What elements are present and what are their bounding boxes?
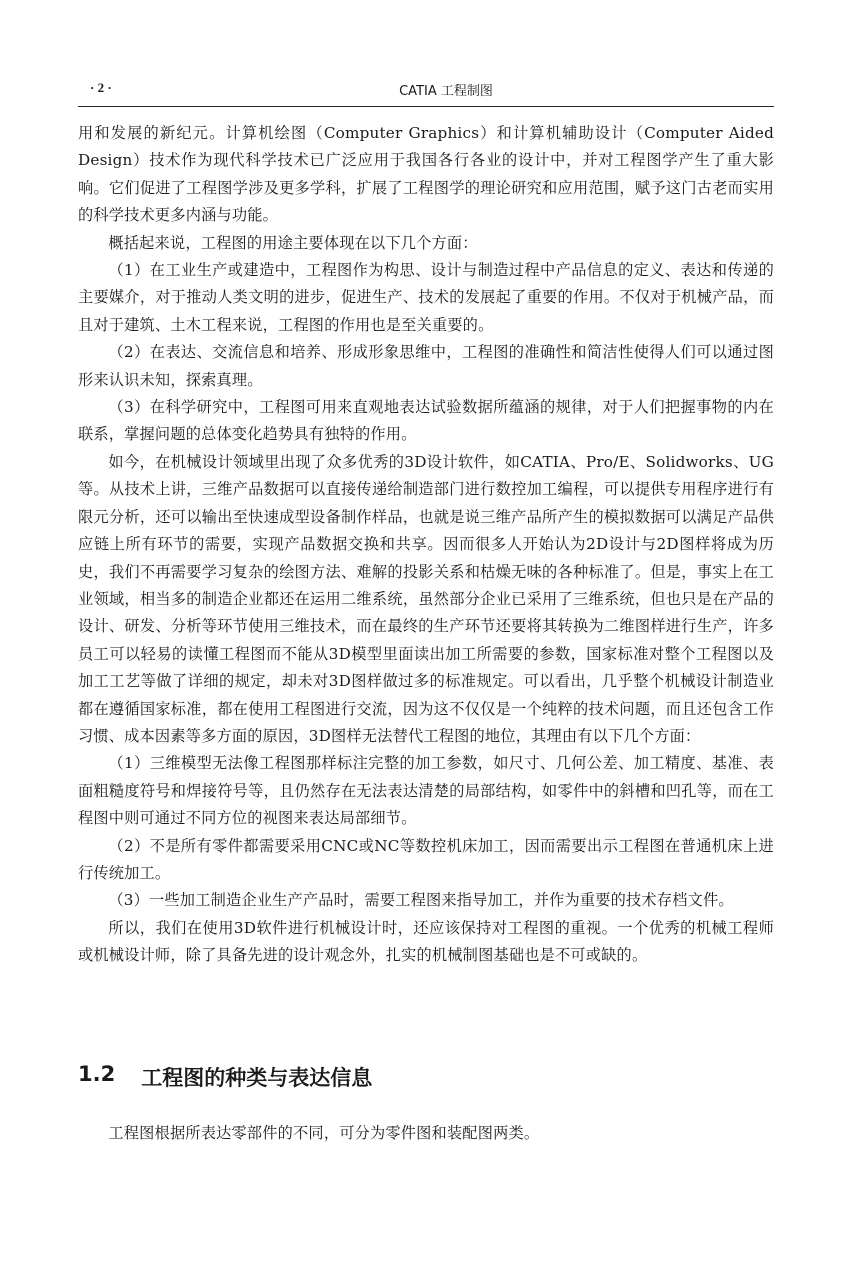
paragraph: 用和发展的新纪元。计算机绘图（Computer Graphics）和计算机辅助设计（Computer Aided Design）技术作为现代科学技术已广泛应用于我国各行各业的设计中，并对工程图学产生了重大影响。它们促进了工程图学涉及更多学科，扩展了工程图学的理论研究和应用范围，赋予这门古老而实用的科学技术更多内涵与功能。	[78, 124, 774, 225]
page-number: · 2 ·	[90, 80, 112, 95]
section-body	[78, 1120, 774, 1147]
page-header	[78, 80, 774, 107]
paragraph: 概括起来说，工程图的用途主要体现在以下几个方面：	[108, 233, 478, 252]
section-title: 工程图的种类与表达信息	[141, 1066, 373, 1090]
paragraph: （2）在表达、交流信息和培养、形成形象思维中，工程图的准确性和简洁性使得人们可以通过图形来认识未知，探索真理。	[78, 343, 774, 389]
paragraph: 如今，在机械设计领域里出现了众多优秀的3D设计软件，如CATIA、Pro/E、Solidworks、UG等。从技术上讲，三维产品数据可以直接传递给制造部门进行数控加工编程，可以提供专用程序进行有限元分析，还可以输出至快速成型设备制作样品，也就是说三维产品所产生的模拟数据可以满足产品供应链上所有环节的需要，实现产品数据交换和共享。因而很多人开始认为2D设计与2D图样将成为历史，我们不再需要学习复杂的绘图方法、难解的投影关系和枯燥无味的各种标准了。但是，事实上在工业领域，相当多的制造企业都还在运用二维系统，虽然部分企业已采用了三维系统，但也只是在产品的设计、研发、分析等环节使用三维技术，而在最终的生产环节还要将其转换为二维图样进行生产，许多员工可以轻易的读懂工程图而不能从3D模型里面读出加工所需要的参数，国家标准对整个工程图以及加工工艺等做了详细的规定，却未对3D图样做过多的标准规定。可以看出，几乎整个机械设计制造业都在遵循国家标准，都在使用工程图进行交流，因为这不仅仅是一个纯粹的技术问题，而且还包含工作习惯、成本因素等多方面的原因，3D图样无法替代工程图的地位，其理由有以下几个方面：	[78, 452, 774, 745]
paragraph: 所以，我们在使用3D软件进行机械设计时，还应该保持对工程图的重视。一个优秀的机械工程师或机械设计师，除了具备先进的设计观念外，扎实的机械制图基础也是不可或缺的。	[78, 918, 774, 965]
body-text	[78, 120, 774, 970]
paragraph: 工程图根据所表达零部件的不同，可分为零件图和装配图两类。	[108, 1124, 540, 1142]
paragraph: （2）不是所有零件都需要采用CNC或NC等数控机床加工，因而需要出示工程图在普通机床上进行传统加工。	[78, 836, 774, 882]
section-number: 1.2	[78, 1062, 116, 1086]
running-title: CATIA 工程制图	[399, 84, 493, 99]
paragraph: （1）在工业生产或建造中，工程图作为构思、设计与制造过程中产品信息的定义、表达和传递的主要媒介，对于推动人类文明的进步，促进生产、技术的发展起了重要的作用。不仅对于机械产品，而且对于建筑、土木工程来说，工程图的作用也是至关重要的。	[78, 261, 774, 334]
paragraph: （3）在科学研究中，工程图可用来直观地表达试验数据所蕴涵的规律，对于人们把握事物的内在联系，掌握问题的总体变化趋势具有独特的作用。	[78, 398, 774, 444]
paragraph: （3）一些加工制造企业生产产品时，需要工程图来指导加工，并作为重要的技术存档文件。	[108, 891, 734, 910]
paragraph: （1）三维模型无法像工程图那样标注完整的加工参数，如尺寸、几何公差、加工精度、基准、表面粗糙度符号和焊接符号等，且仍然存在无法表达清楚的局部结构，如零件中的斜槽和凹孔等，而在工程图中则可通过不同方位的视图来表达局部细节。	[78, 754, 774, 828]
section-heading	[78, 1062, 372, 1092]
